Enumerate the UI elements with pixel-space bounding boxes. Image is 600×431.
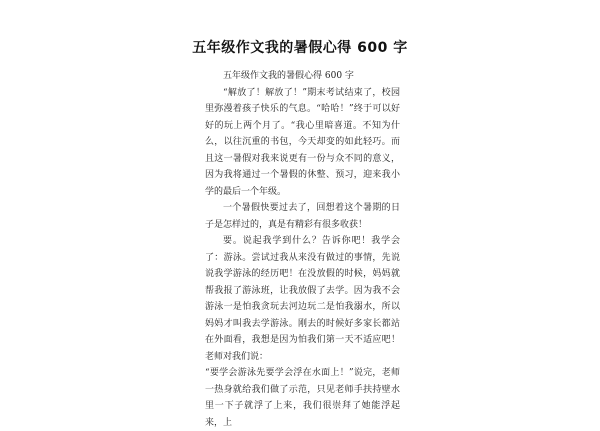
paragraph: 一个暑假快要过去了，回想着这个暑期的日子是怎样过的，真是有精彩有很多收获！: [205, 203, 400, 230]
document-title: 五年级作文我的暑假心得 600 字: [192, 40, 408, 56]
document-body: [205, 68, 400, 431]
paragraph: “要学会游泳先要学会浮在水面上！”说完，老师一热身就给我们做了示范，只见老师手扶持壁水里一下子就浮了上来，我们很崇拜了她能浮起来，上: [205, 368, 400, 428]
paragraph-subtitle: 五年级作文我的暑假心得 600 字: [223, 71, 354, 81]
paragraph: “解放了！解放了！”期末考试结束了，校园里弥漫着孩子快乐的气息。“哈哈！”终于可以好好的玩上两个月了。“我心里暗喜道。不知为什么，以往沉重的书包，今天却变的如此轻巧。而且这一暑假对我来说更有一份与众不同的意义，因为我将通过一个暑假的休整、预习，迎来我小学的最后一个年级。: [205, 87, 400, 197]
paragraph: 要。说起我学到什么？告诉你吧！我学会了：游泳。尝试过我从来没有做过的事情，先说说我学游泳的经历吧！在没放假的时候，妈妈就帮我报了游泳班，让我放假了去学。因为我不会游泳一是怕我贪玩去河边玩二是怕我溺水，所以妈妈才叫我去学游泳。刚去的时候好多家长都站在外面看，我想是因为怕我们第一天不适应吧！老师对我们说：: [205, 236, 400, 362]
